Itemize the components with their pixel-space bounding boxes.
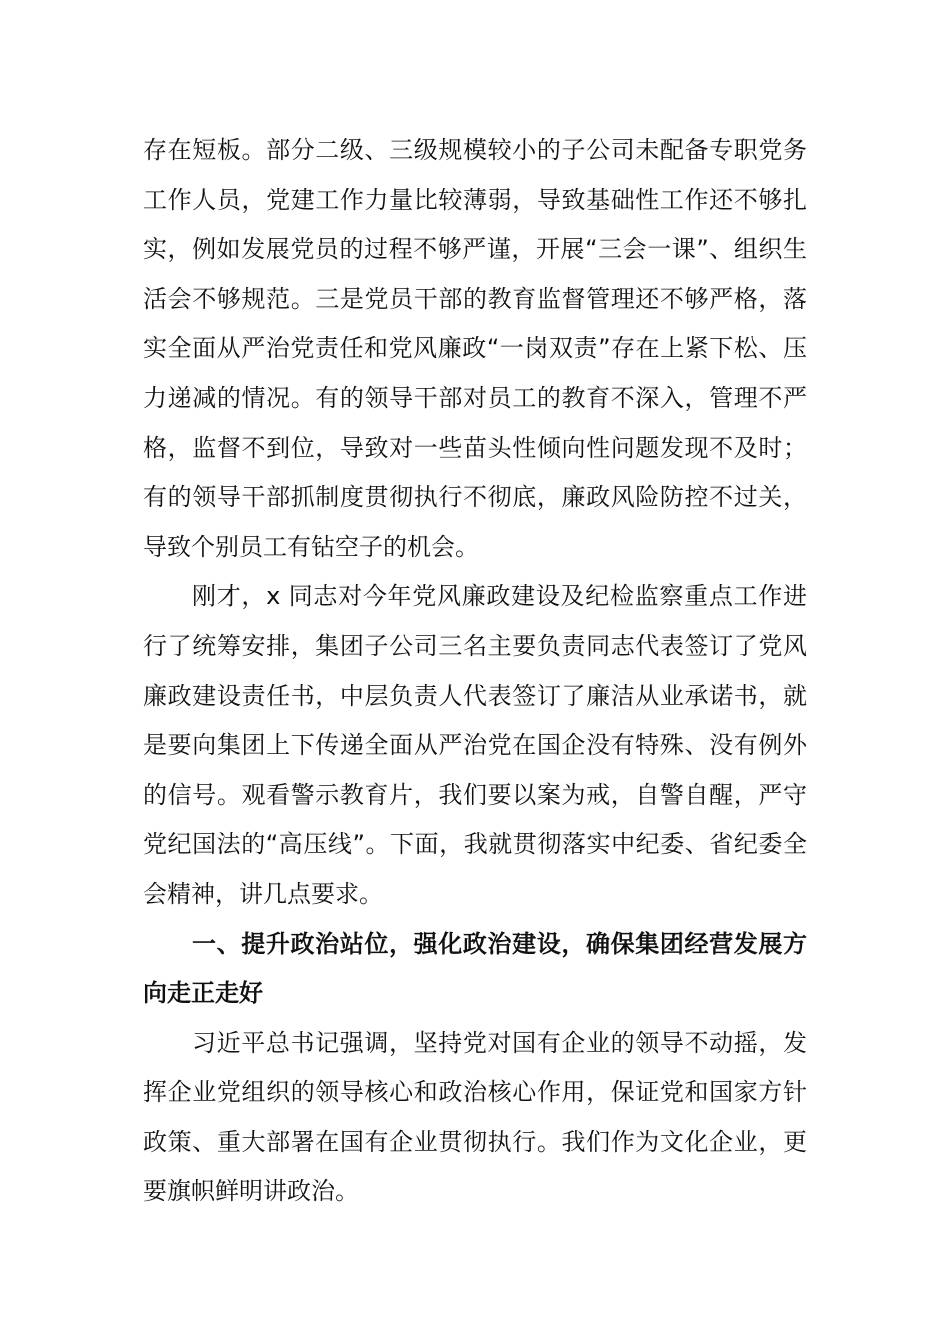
document-body (143, 126, 807, 1217)
paragraph-xi-emphasis: 习近平总书记强调，坚持党对国有企业的领导不动摇，发挥企业党组织的领导核心和政治核心作用，保证党和国家方针政策、重大部署在国有企业贯彻执行。我们作为文化企业，更要旗帜鲜明讲政治。 (143, 1028, 807, 1206)
paragraph-party-building-shortcomings: 存在短板。部分二级、三级规模较小的子公司未配备专职党务工作人员，党建工作力量比较薄弱，导致基础性工作还不够扎实，例如发展党员的过程不够严谨，开展“三会一课”、组织生活会不够规范。三是党员干部的教育监督管理还不够严格，落实全面从严治党责任和党风廉政“一岗双责”存在上紧下松、压力递减的情况。有的领导干部对员工的教育不深入，管理不严格，监督不到位，导致对一些苗头性倾向性问题发现不及时；有的领导干部抓制度贯彻执行不彻底，廉政风险防控不过关，导致个别员工有钻空子的机会。 (143, 136, 807, 561)
section-heading-political-stance: 一、提升政治站位，强化政治建设，确保集团经营发展方向走正走好 (143, 929, 807, 1008)
paragraph-meeting-arrangements: 刚才，x 同志对今年党风廉政建设及纪检监察重点工作进行了统筹安排，集团子公司三名主要负责同志代表签订了党风廉政建设责任书，中层负责人代表签订了廉洁从业承诺书，就是要向集团上下传递全面从严治党在国企没有特殊、没有例外的信号。观看警示教育片，我们要以案为戒，自警自醒，严守党纪国法的“高压线”。下面，我就贯彻落实中纪委、省纪委全会精神，讲几点要求。 (143, 582, 807, 908)
